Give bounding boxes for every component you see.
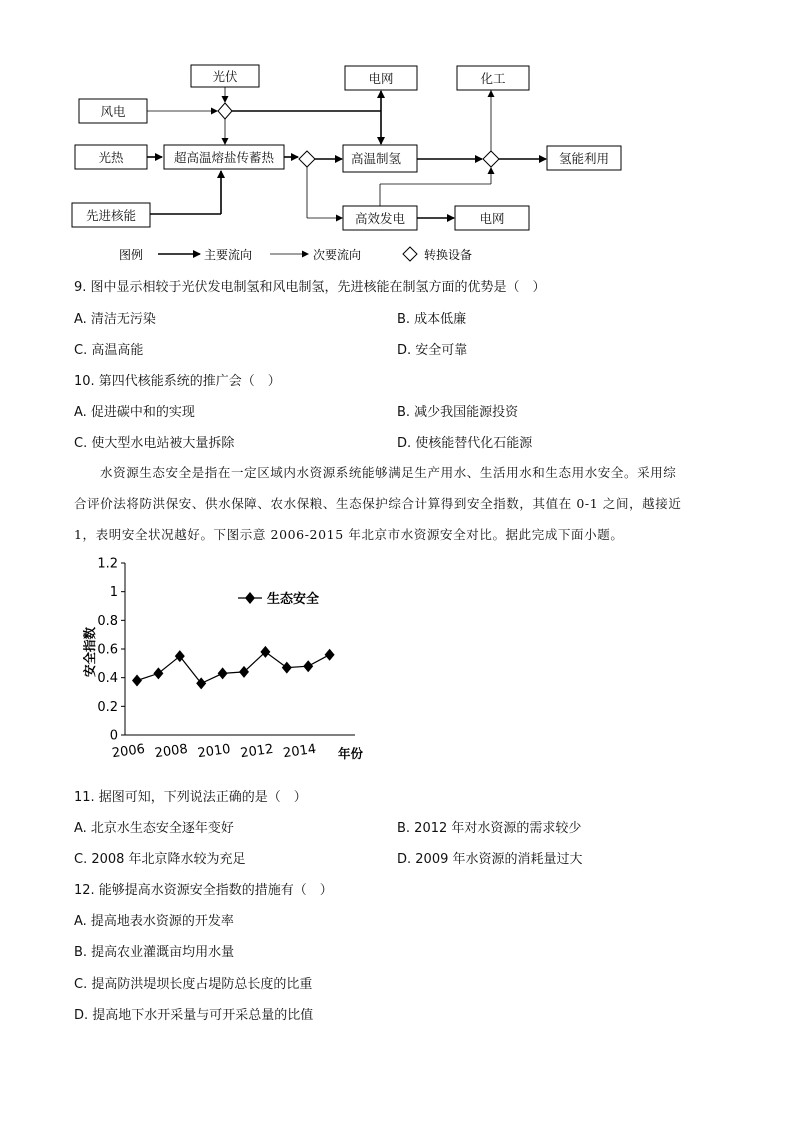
legend-main-flow: 主要流向: [204, 248, 253, 262]
chart-legend: [238, 591, 319, 607]
label-guangfu: 光伏: [212, 69, 238, 84]
data-point-2010: [218, 667, 228, 679]
question-11-stem: 11. 据图可知，下列说法正确的是（ ）: [74, 790, 307, 805]
data-point-2012: [260, 646, 270, 658]
label-huagong: 化工: [480, 71, 506, 86]
data-point-2013: [282, 662, 292, 674]
question-9-option-d[interactable]: D. 安全可靠: [397, 343, 468, 358]
y-axis-label: 安全指数: [82, 626, 97, 678]
x-tick-label: 2006: [111, 741, 146, 762]
legend-marker: [245, 592, 255, 604]
question-9-option-a[interactable]: A. 清洁无污染: [74, 312, 156, 327]
question-11-option-a[interactable]: A. 北京水生态安全逐年变好: [74, 821, 234, 836]
x-axis-label: 年份: [338, 746, 364, 761]
y-tick-label: 0.4: [97, 671, 118, 687]
label-gaowen: 高温制氢: [350, 151, 402, 166]
legend-title: 图例: [119, 248, 144, 262]
question-10-option-a[interactable]: A. 促进碳中和的实现: [74, 405, 195, 420]
x-tick-label: 2008: [153, 741, 189, 762]
question-10-option-d[interactable]: D. 使核能替代化石能源: [397, 436, 533, 451]
passage-line-3: 1，表明安全状况越好。下图示意 2006-2015 年北京市水资源安全对比。据此完成下面小题。: [74, 527, 624, 542]
x-tick-label: 2012: [239, 741, 275, 762]
question-12-stem: 12. 能够提高水资源安全指数的措施有（ ）: [74, 883, 333, 898]
question-11-option-d[interactable]: D. 2009 年水资源的消耗量过大: [397, 852, 583, 867]
label-dianwang-top: 电网: [368, 71, 394, 86]
x-tick-label: 2010: [196, 741, 232, 762]
water-safety-chart: [80, 552, 380, 772]
y-tick-label: 1.2: [97, 556, 118, 572]
label-rongyan: 超高温熔盐传蓄热: [173, 150, 275, 165]
passage-line-2: 合评价法将防洪保安、供水保障、农水保粮、生态保护综合计算得到安全指数，其值在 0-1 之间，越接近: [74, 496, 682, 511]
y-tick-label: 0.2: [97, 699, 118, 715]
question-9-option-b[interactable]: B. 成本低廉: [397, 312, 467, 327]
label-hedian: 先进核能: [85, 208, 137, 223]
series-line-shengtai: [137, 652, 330, 684]
passage-line-1: 水资源生态安全是指在一定区域内水资源系统能够满足生产用水、生活用水和生态用水安全。采用综: [100, 465, 677, 480]
y-tick-label: 1: [109, 585, 118, 601]
question-11-option-c[interactable]: C. 2008 年北京降水较为充足: [74, 852, 246, 867]
label-gaoxiao: 高效发电: [354, 211, 406, 226]
diagram-legend: [119, 247, 472, 262]
y-tick-label: 0.8: [97, 613, 118, 629]
x-tick-label: 2014: [282, 741, 318, 762]
label-qingneng: 氢能利用: [558, 151, 610, 166]
question-12-option-c[interactable]: C. 提高防洪堤坝长度占堤防总长度的比重: [74, 977, 313, 992]
data-point-2014: [303, 660, 313, 672]
data-point-2011: [239, 666, 249, 678]
y-tick-label: 0: [109, 728, 118, 744]
question-12-option-d[interactable]: D. 提高地下水开采量与可开采总量的比值: [74, 1008, 314, 1023]
label-fengdian: 风电: [100, 104, 126, 119]
legend-series-name: 生态安全: [267, 592, 320, 607]
label-guangre: 光热: [98, 150, 124, 165]
data-point-2015: [325, 649, 335, 661]
question-12-option-b[interactable]: B. 提高农业灌溉亩均用水量: [74, 945, 235, 960]
passage: [74, 457, 724, 550]
legend-secondary-flow: 次要流向: [313, 248, 362, 262]
converter-diamond-1: [218, 103, 232, 119]
converter-diamond-3: [483, 151, 499, 167]
question-10-stem: 10. 第四代核能系统的推广会（ ）: [74, 374, 281, 389]
question-12-option-a[interactable]: A. 提高地表水资源的开发率: [74, 914, 234, 929]
converter-diamond-2: [299, 151, 315, 167]
legend-diamond-icon: [403, 247, 417, 261]
question-9-option-c[interactable]: C. 高温高能: [74, 343, 144, 358]
data-point-2007: [153, 667, 163, 679]
legend-converter: 转换设备: [424, 248, 473, 262]
data-point-2006: [132, 675, 142, 687]
question-11-option-b[interactable]: B. 2012 年对水资源的需求较少: [397, 821, 582, 836]
y-tick-label: 0.6: [97, 642, 118, 658]
question-10-option-c[interactable]: C. 使大型水电站被大量拆除: [74, 436, 235, 451]
label-dianwang-bottom: 电网: [479, 211, 505, 226]
question-10-option-b[interactable]: B. 减少我国能源投资: [397, 405, 519, 420]
question-9-stem: 9. 图中显示相较于光伏发电制氢和风电制氢，先进核能在制氢方面的优势是（ ）: [74, 280, 546, 295]
energy-flow-diagram: [0, 0, 794, 270]
